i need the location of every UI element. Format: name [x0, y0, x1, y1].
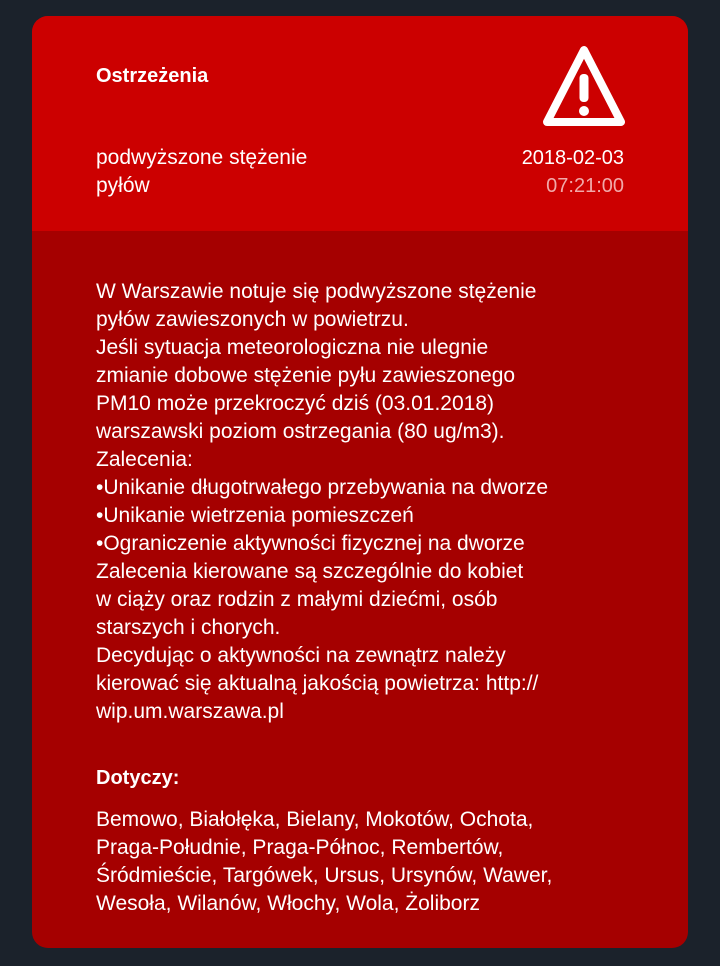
- message-line: PM10 może przekroczyć dziś (03.01.2018): [96, 392, 495, 415]
- affected-districts: [96, 806, 636, 918]
- message-line: Decydując o aktywności na zewnątrz należy: [96, 644, 506, 667]
- affects-title: Dotyczy:: [96, 767, 180, 789]
- message-line: warszawski poziom ostrzegania (80 ug/m3).: [96, 420, 505, 443]
- warning-title: Ostrzeżenia: [96, 65, 209, 87]
- message-line: •Ograniczenie aktywności fizycznej na dworze: [96, 532, 525, 555]
- message-line: Zalecenia kierowane są szczególnie do kobiet: [96, 560, 524, 583]
- warning-subject-line: podwyższone stężenie: [96, 146, 308, 169]
- warning-date: 2018-02-03: [521, 147, 624, 169]
- warning-subject-line: pyłów: [96, 174, 150, 197]
- warning-message: [96, 278, 636, 726]
- message-line: w ciąży oraz rodzin z małymi dziećmi, osób: [96, 588, 498, 611]
- message-line: W Warszawie notuje się podwyższone stężenie: [96, 280, 537, 303]
- district-line: Śródmieście, Targówek, Ursus, Ursynów, Wawer,: [96, 864, 553, 887]
- message-line: zmianie dobowe stężenie pyłu zawieszonego: [96, 364, 516, 387]
- message-line: Jeśli sytuacja meteorologiczna nie ulegnie: [96, 336, 489, 359]
- message-line: kierować się aktualną jakością powietrza: http://: [96, 672, 539, 695]
- district-line: Bemowo, Białołęka, Bielany, Mokotów, Ochota,: [96, 808, 534, 831]
- warning-triangle-icon: [542, 44, 626, 130]
- warning-time: 07:21:00: [546, 175, 624, 197]
- warning-subject: [96, 144, 396, 200]
- message-line: •Unikanie długotrwałego przebywania na dworze: [96, 476, 549, 499]
- warning-card[interactable]: [32, 16, 688, 948]
- message-line: Zalecenia:: [96, 448, 193, 471]
- message-line: starszych i chorych.: [96, 616, 281, 639]
- message-line: •Unikanie wietrzenia pomieszczeń: [96, 504, 414, 527]
- district-line: Praga-Południe, Praga-Północ, Rembertów,: [96, 836, 504, 859]
- district-line: Wesoła, Wilanów, Włochy, Wola, Żoliborz: [96, 892, 480, 915]
- warning-header: [32, 16, 688, 231]
- message-line: pyłów zawieszonych w powietrzu.: [96, 308, 409, 331]
- message-line: wip.um.warszawa.pl: [96, 700, 284, 723]
